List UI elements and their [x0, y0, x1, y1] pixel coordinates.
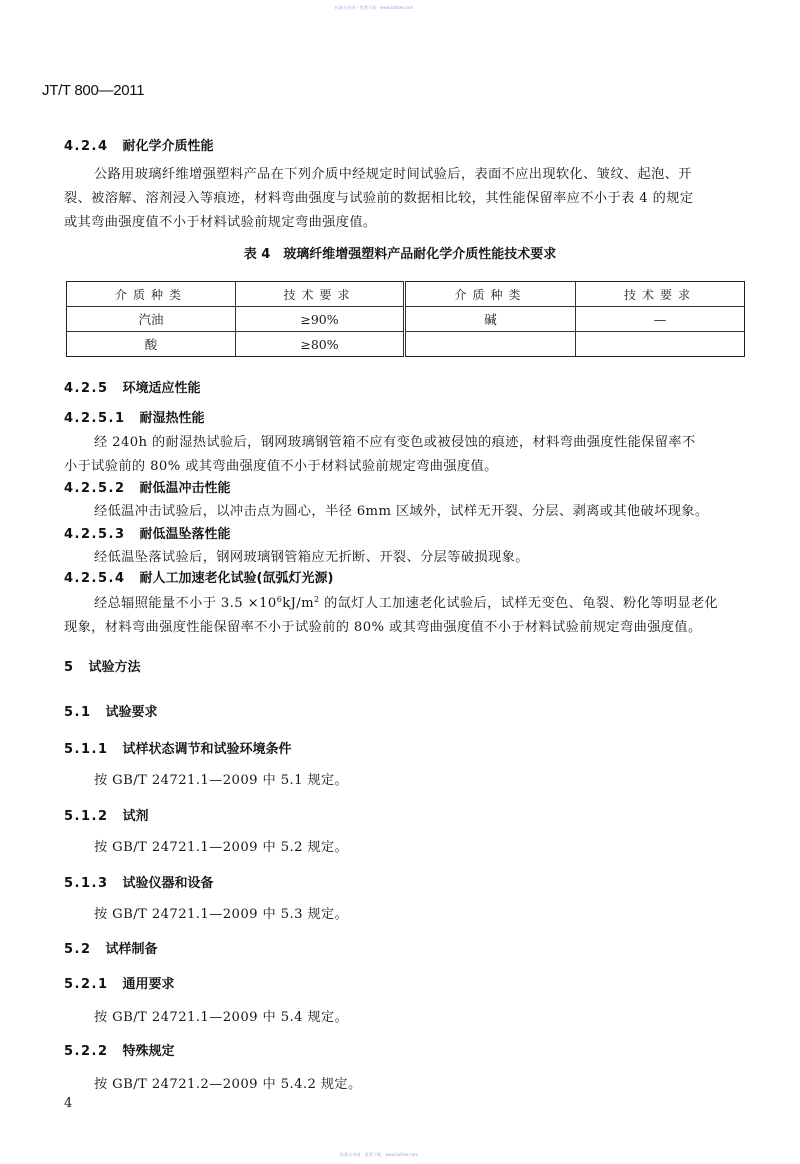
table-header-row	[67, 282, 745, 307]
table-header-cell: 技术要求	[236, 282, 405, 307]
paragraph-line: 经总辐照能量不小于 $3.5 \times 10^6kJ/m^2$ 的氙灯人工加速老化试验后，试样无变色、龟裂、粉化等明显老化	[94, 595, 719, 611]
heading-4-2-5: 4.2.5 环境适应性能	[64, 381, 201, 396]
paragraph-line: 按 GB/T 24721.1—2009 中 5.3 规定。	[94, 907, 349, 922]
paragraph-line: 裂、被溶解、溶剂浸入等痕迹，材料弯曲强度与试验前的数据相比较，其性能保留率应不小于表 4 的规定	[64, 191, 694, 206]
heading-4-2-5-4: 4.2.5.4 耐人工加速老化试验(氙弧灯光源)	[64, 571, 334, 586]
paragraph-line: 或其弯曲强度值不小于材料试验前规定弯曲强度值。	[64, 215, 377, 230]
table-header-cell: 介质种类	[67, 282, 236, 307]
heading-4-2-5-1: 4.2.5.1 耐湿热性能	[64, 411, 205, 426]
heading-5-1-3: 5.1.3 试验仪器和设备	[64, 876, 214, 891]
heading-4-2-5-3: 4.2.5.3 耐低温坠落性能	[64, 527, 231, 542]
table-row	[67, 332, 745, 357]
document-code: JT/T 800—2011	[42, 82, 145, 99]
table-4	[66, 281, 745, 357]
watermark-top: 标准分享网 · 免费下载 · www.bzfxw.com	[335, 5, 414, 10]
heading-5-1-2: 5.1.2 试剂	[64, 809, 149, 824]
paragraph-line: 小于试验前的 80% 或其弯曲强度值不小于材料试验前规定弯曲强度值。	[64, 459, 498, 474]
table-cell: 碱	[405, 307, 576, 332]
table-cell: ≥80%	[236, 332, 405, 357]
page-number: 4	[64, 1096, 73, 1111]
paragraph-line: 经低温冲击试验后，以冲击点为圆心，半径 6mm 区域外，试样无开裂、分层、剥离或其他破坏现象。	[94, 504, 709, 519]
heading-5-1-1: 5.1.1 试样状态调节和试验环境条件	[64, 742, 292, 757]
watermark-bottom: 标准分享网 · 免费下载 · www.bzfxw.com	[340, 1152, 419, 1157]
heading-5-2-2: 5.2.2 特殊规定	[64, 1044, 175, 1059]
heading-5: 5 试验方法	[64, 660, 141, 675]
paragraph-line: 经低温坠落试验后，钢网玻璃钢管箱应无折断、开裂、分层等破损现象。	[94, 550, 529, 565]
table-row	[67, 307, 745, 332]
paragraph-line: 按 GB/T 24721.1—2009 中 5.4 规定。	[94, 1010, 349, 1025]
paragraph-line: 现象，材料弯曲强度性能保留率不小于试验前的 80% 或其弯曲强度值不小于材料试验前规定弯曲强度值。	[64, 620, 702, 635]
heading-4-2-5-2: 4.2.5.2 耐低温冲击性能	[64, 481, 231, 496]
paragraph-line: 按 GB/T 24721.2—2009 中 5.4.2 规定。	[94, 1077, 362, 1092]
heading-5-2-1: 5.2.1 通用要求	[64, 977, 175, 992]
table-header-cell: 技术要求	[576, 282, 745, 307]
table-header-cell: 介质种类	[405, 282, 576, 307]
table-caption: 表 4 玻璃纤维增强塑料产品耐化学介质性能技术要求	[243, 247, 557, 262]
heading-4-2-4: 4.2.4 耐化学介质性能	[64, 139, 214, 154]
heading-5-2: 5.2 试样制备	[64, 942, 158, 957]
paragraph-line: 按 GB/T 24721.1—2009 中 5.1 规定。	[94, 773, 349, 788]
paragraph-line: 按 GB/T 24721.1—2009 中 5.2 规定。	[94, 840, 349, 855]
heading-5-1: 5.1 试验要求	[64, 705, 158, 720]
table-cell: ≥90%	[236, 307, 405, 332]
table-cell	[576, 332, 745, 357]
table-cell: 汽油	[67, 307, 236, 332]
table-cell: —	[576, 307, 745, 332]
paragraph-line: 经 240h 的耐湿热试验后，钢网玻璃钢管箱不应有变色或被侵蚀的痕迹，材料弯曲强度性能保留率不	[94, 435, 696, 450]
table-cell: 酸	[67, 332, 236, 357]
table-cell	[405, 332, 576, 357]
paragraph-line: 公路用玻璃纤维增强塑料产品在下列介质中经规定时间试验后，表面不应出现软化、皱纹、起泡、开	[94, 167, 692, 182]
